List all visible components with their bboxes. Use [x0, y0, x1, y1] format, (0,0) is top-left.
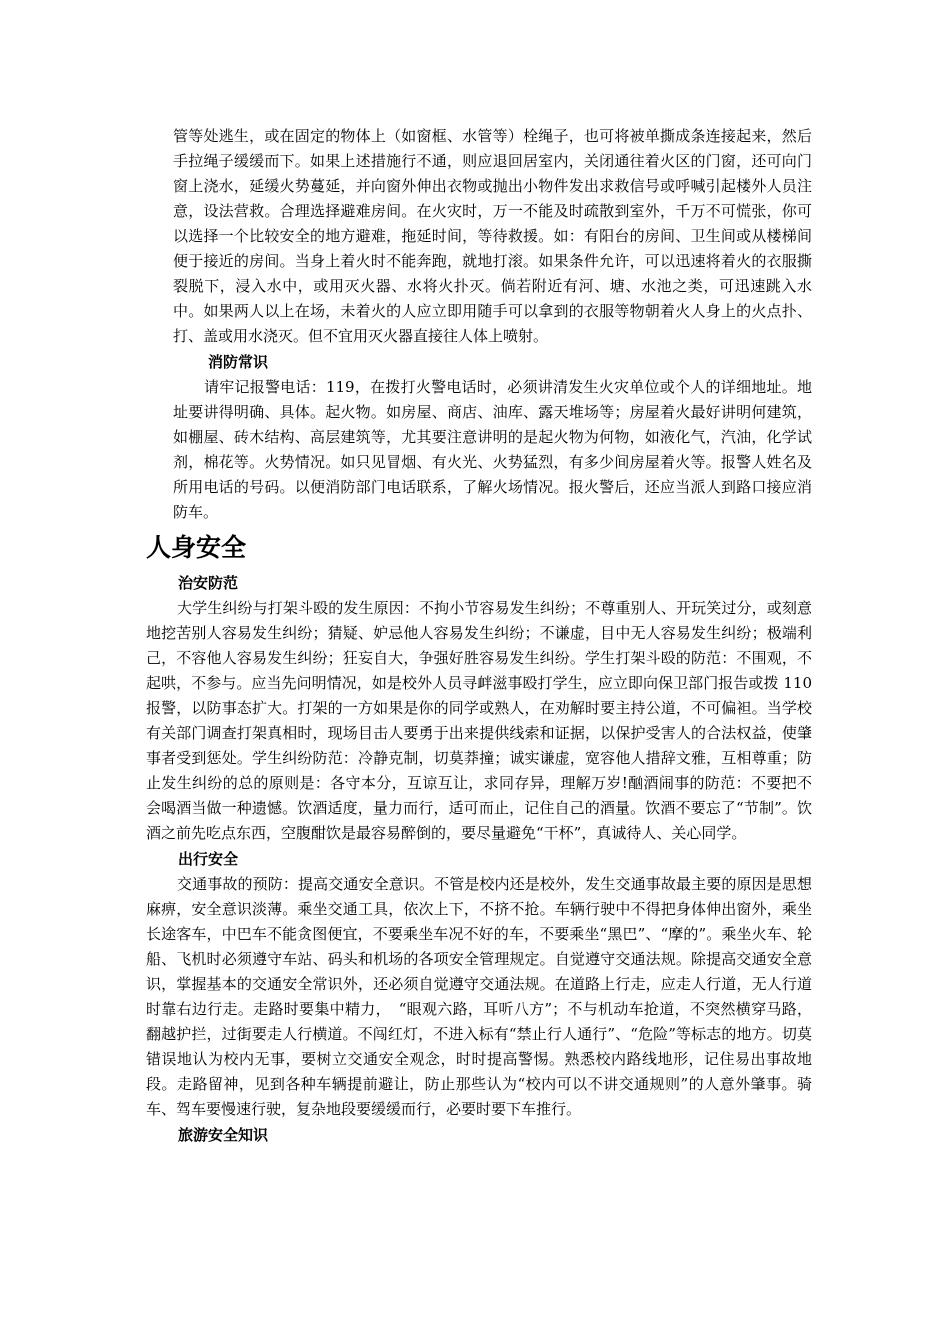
- personal-safety-title: 人身安全: [146, 533, 247, 562]
- travel-paragraph: 交通事故的预防：提高交通安全意识。不管是校内还是校外，发生交通事故最主要的原因是思想麻痹，安全意识淡薄。乘坐交通工具，依次上下，不挤不抢。车辆行驶中不得把身体伸出窗外，乘坐长途客车，中巴车不能贪图便宜，不要乘坐车况不好的车，不要乘坐“黑巴”、“摩的”。乘坐火车、轮船、飞机时必须遵守车站、码头和机场的各项安全管理规定。自觉遵守交通法规。除提高交通安全意识，掌握基本的交通安全常识外，还必须自觉遵守交通法规。在道路上行走，应走人行道，无人行道时靠右边行走。走路时要集中精力， “眼观六路，耳听八方”；不与机动车抢道，不突然横穿马路，翻越护拦，过街要走人行横道。不闯红灯，不进入标有“禁止行人通行”、“危险”等标志的地方。切莫错误地认为校内无事，要树立交通安全观念，时时提高警惕。熟悉校内路线地形，记住易出事故地段。走路留神，见到各种车辆提前避让，防止那些认为“校内可以不讲交通规则”的人意外肇事。骑车、驾车要慢速行驶，复杂地段要缓缓而行，必要时要下车推行。: [146, 875, 812, 1118]
- document-body: [146, 124, 812, 1148]
- security-heading: 治安防范: [178, 574, 239, 592]
- fire-knowledge-paragraph: 请牢记报警电话：119，在拨打火警电话时，必须讲清发生火灾单位或个人的详细地址。地址要讲得明确、具体。起火物。如房屋、商店、油库、露天堆场等；房屋着火最好讲明何建筑，如棚屋、砖木结构、高层建筑等，尤其要注意讲明的是起火物为何物，如液化气，汽油，化学试剂，棉花等。火势情况。如只见冒烟、有火光、火势猛烈，有多少间房屋着火等。报警人姓名及所用电话的号码。以便消防部门电话联系，了解火场情况。报火警后，还应当派人到路口接应消防车。: [173, 378, 812, 521]
- tourism-heading: 旅游安全知识: [178, 1126, 269, 1144]
- fire-escape-paragraph: 管等处逃生，或在固定的物体上（如窗框、水管等）栓绳子，也可将被单撕成条连接起来，然后手拉绳子缓缓而下。如果上述措施行不通，则应退回居室内，关闭通往着火区的门窗，还可向门窗上浇水，延缓火势蔓延，并向窗外伸出衣物或抛出小物件发出求救信号或呼喊引起楼外人员注意，设法营救。合理选择避难房间。在火灾时，万一不能及时疏散到室外，千万不可慌张，你可以选择一个比较安全的地方避难，拖延时间，等待救援。如：有阳台的房间、卫生间或从楼梯间便于接近的房间。当身上着火时不能奔跑，就地打滚。如果条件允许，可以迅速将着火的衣服撕裂脱下，浸入水中，或用灭火器、水将火扑灭。倘若附近有河、塘、水池之类，可迅速跳入水中。如果两人以上在场，未着火的人应立即用随手可以拿到的衣服等物朝着火人身上的火点扑、打、盖或用水浇灭。但不宜用灭火器直接往人体上喷射。: [173, 127, 812, 345]
- fire-knowledge-heading: 消防常识: [208, 353, 269, 371]
- security-paragraph: 大学生纠纷与打架斗殴的发生原因：不拘小节容易发生纠纷；不尊重别人、开玩笑过分，或刻意地挖苦别人容易发生纠纷；猜疑、妒忌他人容易发生纠纷；不谦虚，目中无人容易发生纠纷；极端利己，不容他人容易发生纠纷；狂妄自大，争强好胜容易发生纠纷。学生打架斗殴的防范：不围观，不起哄，不参与。应当先问明情况，如是校外人员寻衅滋事殴打学生，应立即向保卫部门报告或拨 110 报警，以防事态扩大。打架的一方如果是你的同学或熟人，在劝解时要主持公道，不可偏袒。当学校有关部门调查打架真相时，现场目击人要勇于出来提供线索和证据，以保护受害人的合法权益，使肇事者受到惩处。学生纠纷防范：冷静克制，切莫莽撞；诚实谦虚，宽容他人措辞文雅，互相尊重；防止发生纠纷的总的原则是：各守本分，互谅互让，求同存异，理解万岁!酗酒闹事的防范：不要把不会喝酒当做一种遗憾。饮酒适度，量力而行，适可而止，记住自己的酒量。饮酒不要忘了“节制”。饮酒之前先吃点东西，空腹酣饮是最容易醉倒的，要尽量避免“干杯”，真诚待人、关心同学。: [146, 599, 812, 842]
- travel-heading: 出行安全: [178, 850, 239, 868]
